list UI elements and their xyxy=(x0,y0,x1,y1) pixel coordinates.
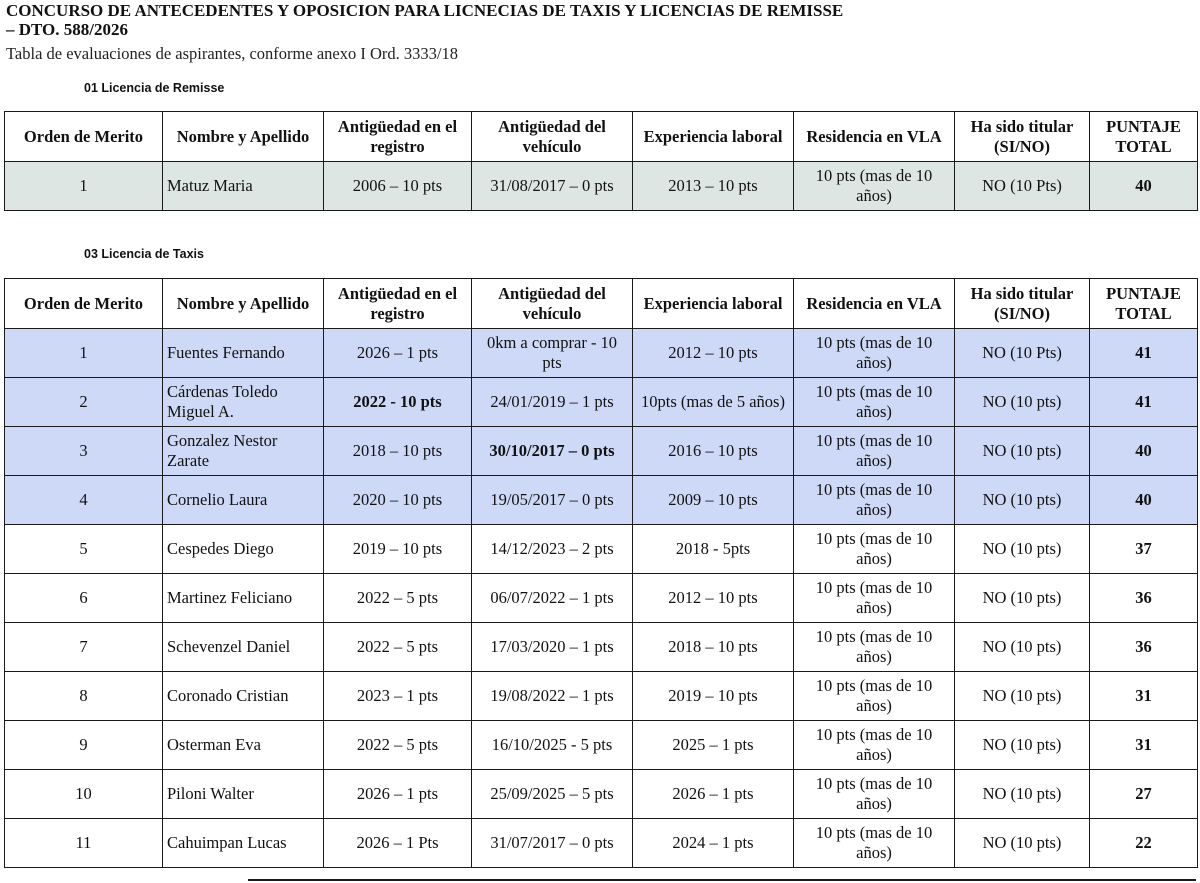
cell-titular: NO (10 pts) xyxy=(955,476,1090,525)
cell-antiguedad-vehiculo: 0km a comprar - 10 pts xyxy=(472,329,633,378)
cell-puntaje-total: 31 xyxy=(1090,721,1198,770)
col-header-titular: Ha sido titular (SI/NO) xyxy=(955,112,1090,162)
cell-experiencia: 2024 – 1 pts xyxy=(633,819,794,868)
table-row xyxy=(5,329,1198,378)
cell-orden: 3 xyxy=(5,427,163,476)
cell-titular: NO (10 pts) xyxy=(955,525,1090,574)
table-row xyxy=(5,819,1198,868)
cell-nombre: Osterman Eva xyxy=(163,721,324,770)
cell-nombre: Coronado Cristian xyxy=(163,672,324,721)
cell-nombre: Martinez Feliciano xyxy=(163,574,324,623)
cell-antiguedad-registro: 2020 – 10 pts xyxy=(324,476,472,525)
cell-experiencia: 2026 – 1 pts xyxy=(633,770,794,819)
cell-residencia: 10 pts (mas de 10 años) xyxy=(794,672,955,721)
cell-experiencia: 2013 – 10 pts xyxy=(633,162,794,211)
document-subtitle: Tabla de evaluaciones de aspirantes, conforme anexo I Ord. 3333/18 xyxy=(6,44,458,63)
cell-orden: 1 xyxy=(5,329,163,378)
cell-antiguedad-vehiculo: 24/01/2019 – 1 pts xyxy=(472,378,633,427)
cell-puntaje-total: 41 xyxy=(1090,329,1198,378)
cell-nombre: Cahuimpan Lucas xyxy=(163,819,324,868)
table-row xyxy=(5,427,1198,476)
col-header-nombre: Nombre y Apellido xyxy=(163,112,324,162)
col-header-puntaje: PUNTAJE TOTAL xyxy=(1090,279,1198,329)
cell-antiguedad-vehiculo: 30/10/2017 – 0 pts xyxy=(472,427,633,476)
cell-antiguedad-registro: 2026 – 1 pts xyxy=(324,329,472,378)
table-row xyxy=(5,721,1198,770)
table-header-row xyxy=(5,279,1198,329)
col-header-orden: Orden de Merito xyxy=(5,112,163,162)
cell-puntaje-total: 27 xyxy=(1090,770,1198,819)
col-header-puntaje: PUNTAJE TOTAL xyxy=(1090,112,1198,162)
cell-antiguedad-vehiculo: 16/10/2025 - 5 pts xyxy=(472,721,633,770)
cell-antiguedad-registro: 2022 – 5 pts xyxy=(324,623,472,672)
cell-experiencia: 2025 – 1 pts xyxy=(633,721,794,770)
cell-antiguedad-vehiculo: 17/03/2020 – 1 pts xyxy=(472,623,633,672)
cell-experiencia: 2009 – 10 pts xyxy=(633,476,794,525)
cell-experiencia: 10pts (mas de 5 años) xyxy=(633,378,794,427)
taxis-table xyxy=(4,278,1198,868)
col-header-antiguedad-vehiculo: Antigüedad del vehículo xyxy=(472,279,633,329)
cell-residencia: 10 pts (mas de 10 años) xyxy=(794,770,955,819)
cell-experiencia: 2012 – 10 pts xyxy=(633,574,794,623)
cell-antiguedad-vehiculo: 31/08/2017 – 0 pts xyxy=(472,162,633,211)
cell-antiguedad-registro: 2006 – 10 pts xyxy=(324,162,472,211)
cell-residencia: 10 pts (mas de 10 años) xyxy=(794,427,955,476)
cell-residencia: 10 pts (mas de 10 años) xyxy=(794,476,955,525)
cell-orden: 2 xyxy=(5,378,163,427)
table-row xyxy=(5,525,1198,574)
cell-titular: NO (10 Pts) xyxy=(955,162,1090,211)
cell-puntaje-total: 37 xyxy=(1090,525,1198,574)
cell-puntaje-total: 40 xyxy=(1090,162,1198,211)
table-header-row xyxy=(5,112,1198,162)
cell-orden: 7 xyxy=(5,623,163,672)
cell-experiencia: 2016 – 10 pts xyxy=(633,427,794,476)
cell-residencia: 10 pts (mas de 10 años) xyxy=(794,721,955,770)
section-label-taxis: 03 Licencia de Taxis xyxy=(84,247,204,261)
cell-titular: NO (10 pts) xyxy=(955,672,1090,721)
cell-antiguedad-registro: 2023 – 1 pts xyxy=(324,672,472,721)
cell-titular: NO (10 Pts) xyxy=(955,329,1090,378)
cell-nombre: Matuz Maria xyxy=(163,162,324,211)
cell-residencia: 10 pts (mas de 10 años) xyxy=(794,819,955,868)
col-header-experiencia: Experiencia laboral xyxy=(633,112,794,162)
col-header-residencia: Residencia en VLA xyxy=(794,112,955,162)
cell-antiguedad-registro: 2026 – 1 pts xyxy=(324,770,472,819)
cell-experiencia: 2012 – 10 pts xyxy=(633,329,794,378)
table-bottom-rule xyxy=(248,879,1196,881)
cell-orden: 8 xyxy=(5,672,163,721)
cell-antiguedad-vehiculo: 19/08/2022 – 1 pts xyxy=(472,672,633,721)
cell-experiencia: 2018 - 5pts xyxy=(633,525,794,574)
col-header-nombre: Nombre y Apellido xyxy=(163,279,324,329)
cell-residencia: 10 pts (mas de 10 años) xyxy=(794,162,955,211)
cell-titular: NO (10 pts) xyxy=(955,721,1090,770)
cell-orden: 4 xyxy=(5,476,163,525)
cell-puntaje-total: 31 xyxy=(1090,672,1198,721)
cell-orden: 9 xyxy=(5,721,163,770)
cell-titular: NO (10 pts) xyxy=(955,770,1090,819)
cell-antiguedad-registro: 2018 – 10 pts xyxy=(324,427,472,476)
remisse-table xyxy=(4,111,1198,211)
cell-puntaje-total: 36 xyxy=(1090,574,1198,623)
cell-nombre: Piloni Walter xyxy=(163,770,324,819)
cell-puntaje-total: 22 xyxy=(1090,819,1198,868)
cell-antiguedad-registro: 2022 - 10 pts xyxy=(324,378,472,427)
cell-puntaje-total: 40 xyxy=(1090,427,1198,476)
cell-residencia: 10 pts (mas de 10 años) xyxy=(794,329,955,378)
cell-nombre: Cespedes Diego xyxy=(163,525,324,574)
table-row xyxy=(5,672,1198,721)
cell-titular: NO (10 pts) xyxy=(955,427,1090,476)
cell-titular: NO (10 pts) xyxy=(955,378,1090,427)
col-header-antiguedad-vehiculo: Antigüedad del vehículo xyxy=(472,112,633,162)
cell-antiguedad-vehiculo: 14/12/2023 – 2 pts xyxy=(472,525,633,574)
cell-residencia: 10 pts (mas de 10 años) xyxy=(794,574,955,623)
cell-residencia: 10 pts (mas de 10 años) xyxy=(794,623,955,672)
cell-nombre: Cárdenas Toledo Miguel A. xyxy=(163,378,324,427)
cell-residencia: 10 pts (mas de 10 años) xyxy=(794,378,955,427)
cell-experiencia: 2019 – 10 pts xyxy=(633,672,794,721)
cell-nombre: Fuentes Fernando xyxy=(163,329,324,378)
document-title: CONCURSO DE ANTECEDENTES Y OPOSICION PARA LICNECIAS DE TAXIS Y LICENCIAS DE REMISSE – DTO. 588/2026 xyxy=(6,1,844,39)
table-row xyxy=(5,162,1198,211)
cell-antiguedad-vehiculo: 06/07/2022 – 1 pts xyxy=(472,574,633,623)
cell-nombre: Schevenzel Daniel xyxy=(163,623,324,672)
cell-antiguedad-vehiculo: 31/07/2017 – 0 pts xyxy=(472,819,633,868)
cell-titular: NO (10 pts) xyxy=(955,574,1090,623)
section-label-remisse: 01 Licencia de Remisse xyxy=(84,81,225,95)
col-header-orden: Orden de Merito xyxy=(5,279,163,329)
cell-antiguedad-vehiculo: 19/05/2017 – 0 pts xyxy=(472,476,633,525)
col-header-antiguedad-registro: Antigüedad en el registro xyxy=(324,279,472,329)
cell-experiencia: 2018 – 10 pts xyxy=(633,623,794,672)
table-row xyxy=(5,770,1198,819)
cell-orden: 11 xyxy=(5,819,163,868)
cell-antiguedad-registro: 2019 – 10 pts xyxy=(324,525,472,574)
cell-titular: NO (10 pts) xyxy=(955,623,1090,672)
cell-orden: 10 xyxy=(5,770,163,819)
table-row xyxy=(5,476,1198,525)
cell-orden: 1 xyxy=(5,162,163,211)
col-header-antiguedad-registro: Antigüedad en el registro xyxy=(324,112,472,162)
table-row xyxy=(5,378,1198,427)
cell-orden: 5 xyxy=(5,525,163,574)
cell-titular: NO (10 pts) xyxy=(955,819,1090,868)
cell-antiguedad-registro: 2022 – 5 pts xyxy=(324,721,472,770)
table-row xyxy=(5,574,1198,623)
cell-antiguedad-registro: 2022 – 5 pts xyxy=(324,574,472,623)
cell-orden: 6 xyxy=(5,574,163,623)
cell-nombre: Cornelio Laura xyxy=(163,476,324,525)
cell-residencia: 10 pts (mas de 10 años) xyxy=(794,525,955,574)
cell-antiguedad-registro: 2026 – 1 Pts xyxy=(324,819,472,868)
table-row xyxy=(5,623,1198,672)
cell-puntaje-total: 41 xyxy=(1090,378,1198,427)
cell-nombre: Gonzalez Nestor Zarate xyxy=(163,427,324,476)
col-header-titular: Ha sido titular (SI/NO) xyxy=(955,279,1090,329)
cell-antiguedad-vehiculo: 25/09/2025 – 5 pts xyxy=(472,770,633,819)
col-header-experiencia: Experiencia laboral xyxy=(633,279,794,329)
cell-puntaje-total: 40 xyxy=(1090,476,1198,525)
cell-puntaje-total: 36 xyxy=(1090,623,1198,672)
col-header-residencia: Residencia en VLA xyxy=(794,279,955,329)
